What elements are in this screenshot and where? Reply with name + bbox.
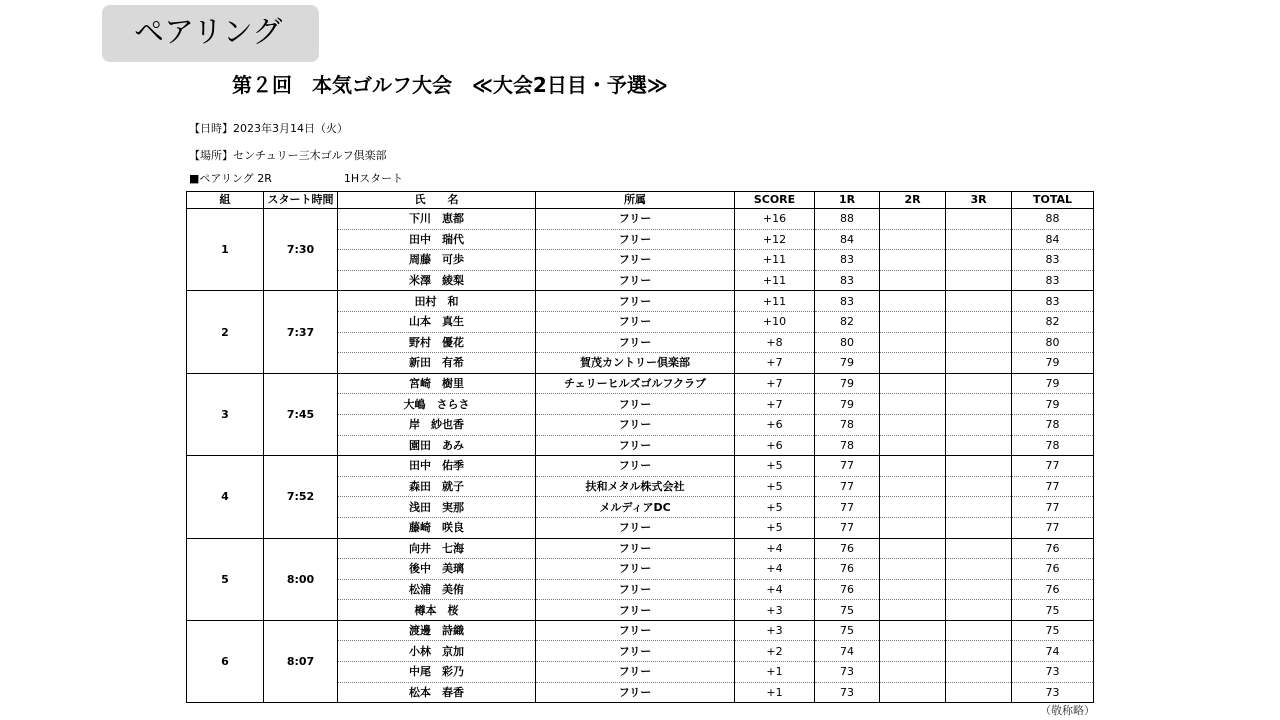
player-affiliation: フリー (536, 270, 735, 291)
player-affiliation: チェリーヒルズゴルフクラブ (536, 373, 735, 394)
player-name: 周藤 可歩 (338, 250, 536, 271)
total: 76 (1012, 579, 1094, 600)
r1: 88 (815, 209, 880, 230)
player-name: 田中 瑞代 (338, 229, 536, 250)
honorific-note: （敬称略） (1040, 704, 1095, 717)
r3 (946, 311, 1012, 332)
score: +3 (735, 620, 815, 641)
table-body (187, 209, 1094, 703)
total: 84 (1012, 229, 1094, 250)
player-name: 松本 春香 (338, 682, 536, 703)
r1: 79 (815, 373, 880, 394)
start-time: 7:30 (264, 209, 338, 291)
r3 (946, 209, 1012, 230)
r2 (880, 559, 946, 580)
r2 (880, 250, 946, 271)
r2 (880, 229, 946, 250)
r1: 79 (815, 353, 880, 374)
score: +5 (735, 517, 815, 538)
group-number: 3 (187, 373, 264, 455)
score: +8 (735, 332, 815, 353)
score: +7 (735, 353, 815, 374)
score: +4 (735, 579, 815, 600)
score: +10 (735, 311, 815, 332)
group-number: 5 (187, 538, 264, 620)
score: +1 (735, 662, 815, 683)
player-name: 樽本 桜 (338, 600, 536, 621)
player-name: 大嶋 さらさ (338, 394, 536, 415)
player-affiliation: フリー (536, 209, 735, 230)
header-group: 組 (187, 192, 264, 209)
r1: 73 (815, 662, 880, 683)
player-name: 藤崎 咲良 (338, 517, 536, 538)
r2 (880, 353, 946, 374)
slide-title: ペアリング (134, 15, 283, 50)
table-row (187, 456, 1094, 477)
r1: 83 (815, 291, 880, 312)
r2 (880, 620, 946, 641)
player-name: 小林 京加 (338, 641, 536, 662)
r3 (946, 641, 1012, 662)
total: 75 (1012, 600, 1094, 621)
table-row (187, 620, 1094, 641)
score: +11 (735, 291, 815, 312)
r2 (880, 538, 946, 559)
score: +6 (735, 414, 815, 435)
start-time: 7:37 (264, 291, 338, 373)
r2 (880, 456, 946, 477)
player-name: 下川 恵都 (338, 209, 536, 230)
start-time: 8:00 (264, 538, 338, 620)
header-2r: 2R (880, 192, 946, 209)
player-name: 渡邊 詩織 (338, 620, 536, 641)
score: +5 (735, 476, 815, 497)
player-affiliation: フリー (536, 600, 735, 621)
start-label: 1Hスタート (343, 172, 404, 185)
player-affiliation: メルディアDC (536, 497, 735, 518)
r3 (946, 517, 1012, 538)
player-name: 松浦 美侑 (338, 579, 536, 600)
player-affiliation: フリー (536, 456, 735, 477)
r1: 82 (815, 311, 880, 332)
r2 (880, 435, 946, 456)
r1: 76 (815, 538, 880, 559)
player-affiliation: フリー (536, 394, 735, 415)
player-affiliation: フリー (536, 291, 735, 312)
r3 (946, 476, 1012, 497)
player-name: 園田 あみ (338, 435, 536, 456)
player-name: 中尾 彩乃 (338, 662, 536, 683)
document-title: 第２回 本気ゴルフ大会 ≪大会2日目・予選≫ (232, 73, 668, 97)
r1: 76 (815, 579, 880, 600)
group-number: 1 (187, 209, 264, 291)
player-name: 田中 佑季 (338, 456, 536, 477)
r3 (946, 229, 1012, 250)
total: 76 (1012, 538, 1094, 559)
start-time: 7:52 (264, 456, 338, 538)
r3 (946, 373, 1012, 394)
total: 82 (1012, 311, 1094, 332)
score: +7 (735, 373, 815, 394)
slide-title-box (102, 5, 319, 62)
r1: 77 (815, 456, 880, 477)
r1: 79 (815, 394, 880, 415)
r1: 73 (815, 682, 880, 703)
player-name: 新田 有希 (338, 353, 536, 374)
player-name: 森田 就子 (338, 476, 536, 497)
table-header-row (187, 192, 1094, 209)
start-time: 7:45 (264, 373, 338, 455)
total: 73 (1012, 662, 1094, 683)
r1: 84 (815, 229, 880, 250)
r2 (880, 517, 946, 538)
group-number: 4 (187, 456, 264, 538)
player-name: 宮崎 樹里 (338, 373, 536, 394)
score: +4 (735, 559, 815, 580)
r2 (880, 497, 946, 518)
player-affiliation: フリー (536, 414, 735, 435)
table-row (187, 373, 1094, 394)
player-affiliation: フリー (536, 682, 735, 703)
score: +5 (735, 456, 815, 477)
score: +16 (735, 209, 815, 230)
group-number: 2 (187, 291, 264, 373)
total: 83 (1012, 270, 1094, 291)
r3 (946, 682, 1012, 703)
table-row (187, 291, 1094, 312)
r1: 77 (815, 476, 880, 497)
r3 (946, 497, 1012, 518)
total: 88 (1012, 209, 1094, 230)
total: 76 (1012, 559, 1094, 580)
header-start-time: スタート時間 (264, 192, 338, 209)
score: +11 (735, 250, 815, 271)
r3 (946, 662, 1012, 683)
r1: 75 (815, 600, 880, 621)
player-affiliation: フリー (536, 517, 735, 538)
score: +11 (735, 270, 815, 291)
total: 83 (1012, 291, 1094, 312)
player-name: 野村 優花 (338, 332, 536, 353)
r2 (880, 209, 946, 230)
r3 (946, 600, 1012, 621)
r2 (880, 291, 946, 312)
pairing-heading (189, 172, 403, 186)
player-affiliation: フリー (536, 332, 735, 353)
r3 (946, 291, 1012, 312)
total: 78 (1012, 414, 1094, 435)
header-affiliation: 所属 (536, 192, 735, 209)
total: 77 (1012, 456, 1094, 477)
pairing-label: ■ペアリング 2R (189, 172, 272, 185)
r3 (946, 394, 1012, 415)
event-date: 【日時】2023年3月14日（火） (189, 122, 348, 135)
r1: 78 (815, 414, 880, 435)
player-name: 岸 紗也香 (338, 414, 536, 435)
player-affiliation: フリー (536, 559, 735, 580)
score: +12 (735, 229, 815, 250)
r2 (880, 476, 946, 497)
score: +3 (735, 600, 815, 621)
r2 (880, 414, 946, 435)
total: 78 (1012, 435, 1094, 456)
player-affiliation: フリー (536, 311, 735, 332)
total: 73 (1012, 682, 1094, 703)
r1: 77 (815, 517, 880, 538)
total: 79 (1012, 353, 1094, 374)
total: 77 (1012, 517, 1094, 538)
group-number: 6 (187, 620, 264, 702)
r3 (946, 270, 1012, 291)
player-name: 米澤 綾梨 (338, 270, 536, 291)
r3 (946, 435, 1012, 456)
player-name: 向井 七海 (338, 538, 536, 559)
header-total: TOTAL (1012, 192, 1094, 209)
score: +6 (735, 435, 815, 456)
r3 (946, 414, 1012, 435)
player-name: 後中 美璃 (338, 559, 536, 580)
header-3r: 3R (946, 192, 1012, 209)
header-1r: 1R (815, 192, 880, 209)
r3 (946, 620, 1012, 641)
score: +5 (735, 497, 815, 518)
r3 (946, 332, 1012, 353)
player-affiliation: フリー (536, 641, 735, 662)
r2 (880, 600, 946, 621)
score: +4 (735, 538, 815, 559)
r1: 75 (815, 620, 880, 641)
r1: 80 (815, 332, 880, 353)
r3 (946, 456, 1012, 477)
r1: 83 (815, 250, 880, 271)
r2 (880, 662, 946, 683)
r3 (946, 538, 1012, 559)
r2 (880, 332, 946, 353)
total: 77 (1012, 497, 1094, 518)
player-affiliation: 賀茂カントリー倶楽部 (536, 353, 735, 374)
r2 (880, 641, 946, 662)
player-name: 田村 和 (338, 291, 536, 312)
r2 (880, 311, 946, 332)
r2 (880, 682, 946, 703)
score: +2 (735, 641, 815, 662)
total: 80 (1012, 332, 1094, 353)
player-affiliation: フリー (536, 579, 735, 600)
player-affiliation: フリー (536, 620, 735, 641)
r1: 74 (815, 641, 880, 662)
player-affiliation: フリー (536, 435, 735, 456)
player-name: 山本 真生 (338, 311, 536, 332)
total: 77 (1012, 476, 1094, 497)
r3 (946, 250, 1012, 271)
total: 83 (1012, 250, 1094, 271)
r3 (946, 579, 1012, 600)
table-row (187, 538, 1094, 559)
r2 (880, 394, 946, 415)
r1: 83 (815, 270, 880, 291)
header-score: SCORE (735, 192, 815, 209)
total: 75 (1012, 620, 1094, 641)
player-affiliation: フリー (536, 229, 735, 250)
r2 (880, 579, 946, 600)
r3 (946, 559, 1012, 580)
player-affiliation: フリー (536, 538, 735, 559)
total: 79 (1012, 394, 1094, 415)
score: +1 (735, 682, 815, 703)
r2 (880, 373, 946, 394)
pairing-table (186, 191, 1094, 703)
total: 79 (1012, 373, 1094, 394)
event-place: 【場所】センチュリー三木ゴルフ倶楽部 (189, 149, 387, 162)
r2 (880, 270, 946, 291)
score: +7 (735, 394, 815, 415)
player-name: 浅田 実那 (338, 497, 536, 518)
total: 74 (1012, 641, 1094, 662)
header-name: 氏 名 (338, 192, 536, 209)
start-time: 8:07 (264, 620, 338, 702)
player-affiliation: フリー (536, 662, 735, 683)
r1: 76 (815, 559, 880, 580)
r1: 78 (815, 435, 880, 456)
r3 (946, 353, 1012, 374)
r1: 77 (815, 497, 880, 518)
player-affiliation: フリー (536, 250, 735, 271)
player-affiliation: 扶和メタル株式会社 (536, 476, 735, 497)
table-row (187, 209, 1094, 230)
